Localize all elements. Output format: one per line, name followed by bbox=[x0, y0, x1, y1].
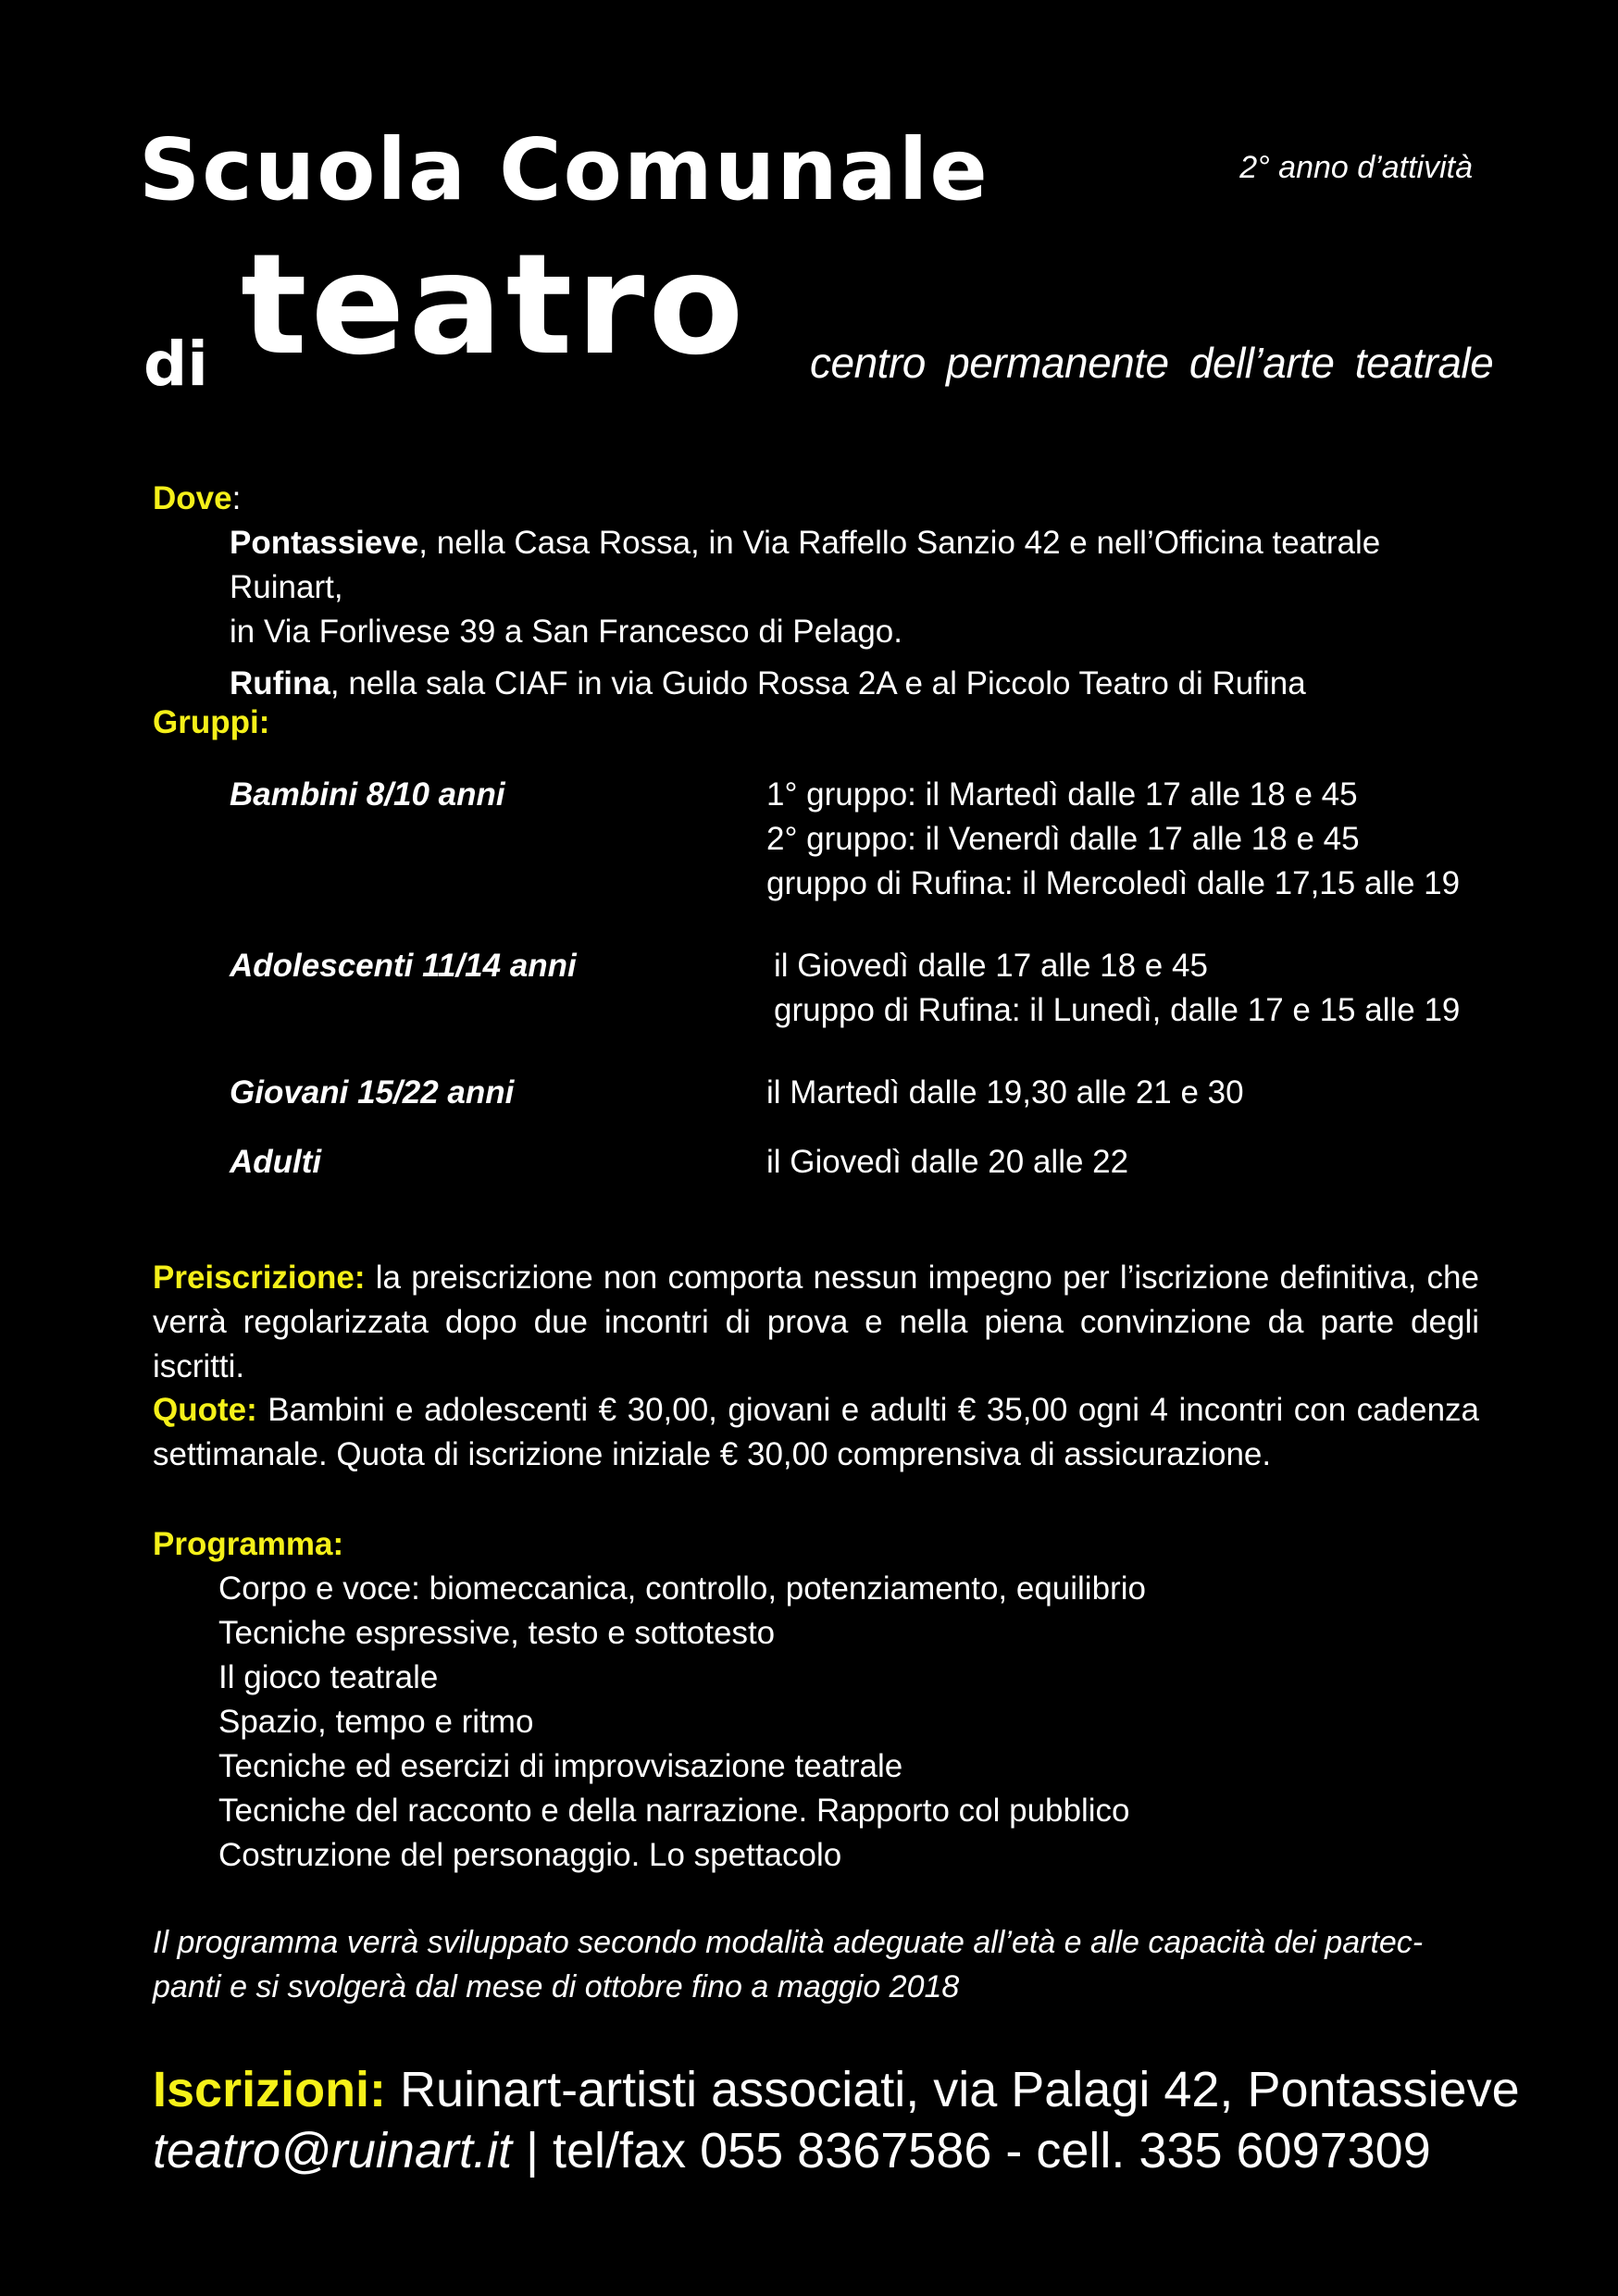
note-line: panti e si svolgerà dal mese di ottobre fino a maggio 2018 bbox=[153, 1969, 960, 2004]
list-item: Il gioco teatrale bbox=[218, 1659, 439, 1695]
gruppi-label: Gruppi: bbox=[153, 704, 270, 740]
note-line: Il programma verrà sviluppato secondo modalità adeguate all’età e alle capacità dei partec- bbox=[153, 1925, 1424, 1960]
phone-contacts: | tel/fax 055 8367586 - cell. 335 6097309 bbox=[511, 2123, 1431, 2178]
quote-text: Bambini e adolescenti € 30,00, giovani e adulti € 35,00 ogni 4 incontri con cadenza settimanale. Quota di iscrizione iniziale € 30,00 comprensiva di assicurazione. bbox=[153, 1392, 1479, 1472]
list-item: Costruzione del personaggio. Lo spettacolo bbox=[218, 1837, 842, 1873]
school-title: Scuola Comunale bbox=[139, 120, 989, 219]
group-name: Adulti bbox=[230, 1144, 322, 1180]
dove-heading bbox=[153, 477, 241, 521]
iscrizioni-address: Ruinart-artisti associati, via Palagi 42, Pontassieve bbox=[386, 2062, 1520, 2117]
list-item: Corpo e voce: biomeccanica, controllo, potenziamento, equilibrio bbox=[218, 1570, 1146, 1607]
group-schedule bbox=[766, 1140, 1128, 1185]
location-rufina-name: Rufina bbox=[230, 665, 330, 701]
list-item: Tecniche espressive, testo e sottotesto bbox=[218, 1615, 776, 1651]
schedule-line: il Martedì dalle 19,30 alle 21 e 30 bbox=[766, 1074, 1244, 1111]
list-item: Tecniche del racconto e della narrazione. Rapporto col pubblico bbox=[218, 1793, 1130, 1829]
year-of-activity: 2° anno d’attività bbox=[1239, 150, 1473, 185]
group-schedule bbox=[774, 944, 1460, 1033]
title-teatro: teatro bbox=[241, 225, 748, 386]
group-schedule bbox=[766, 773, 1460, 906]
location-pontassieve: Pontassieve, nella Casa Rossa, in Via Raffello Sanzio 42 e nell’Officina teatrale Ruinart, bbox=[230, 525, 1381, 605]
programma-list bbox=[218, 1567, 1146, 1878]
dove-label: Dove bbox=[153, 480, 232, 516]
schedule-line: gruppo di Rufina: il Lunedì, dalle 17 e 15 alle 19 bbox=[774, 992, 1461, 1028]
preiscrizione-label: Preiscrizione: bbox=[153, 1260, 366, 1296]
schedule-line: 1° gruppo: il Martedì dalle 17 alle 18 e 45 bbox=[766, 776, 1358, 813]
schedule-line: gruppo di Rufina: il Mercoledì dalle 17,15 alle 19 bbox=[766, 865, 1461, 901]
iscrizioni-label: Iscrizioni: bbox=[153, 2062, 387, 2117]
schedule-line: 2° gruppo: il Venerdì dalle 17 alle 18 e 45 bbox=[766, 821, 1360, 857]
list-item: Tecniche ed esercizi di improvvisazione teatrale bbox=[218, 1748, 903, 1784]
list-item: Spazio, tempo e ritmo bbox=[218, 1704, 534, 1740]
location-pontassieve-name: Pontassieve bbox=[230, 525, 419, 561]
email-link[interactable]: teatro@ruinart.it bbox=[153, 2123, 512, 2178]
program-note bbox=[153, 1920, 1467, 2009]
group-name: Adolescenti 11/14 anni bbox=[230, 948, 577, 984]
schedule-line: il Giovedì dalle 20 alle 22 bbox=[766, 1144, 1129, 1180]
schedule-line: il Giovedì dalle 17 alle 18 e 45 bbox=[774, 948, 1208, 984]
group-name: Bambini 8/10 anni bbox=[230, 776, 505, 813]
dove-colon: : bbox=[231, 480, 242, 516]
tagline: centro permanente dell’arte teatrale bbox=[810, 339, 1494, 387]
group-schedule bbox=[766, 1071, 1244, 1115]
programma-label: Programma: bbox=[153, 1526, 344, 1562]
quote-label: Quote: bbox=[153, 1392, 257, 1428]
location-pontassieve-cont: in Via Forlivese 39 a San Francesco di Pelago. bbox=[230, 614, 902, 650]
title-di: di bbox=[143, 329, 208, 400]
iscrizioni-section bbox=[153, 2059, 1520, 2181]
preiscrizione-section bbox=[153, 1256, 1479, 1389]
preiscrizione-text: la preiscrizione non comporta nessun impegno per l’iscrizione definitiva, che verrà regolarizzata dopo due incontri di prova e nella piena convinzione da parte degli iscritti. bbox=[153, 1260, 1479, 1384]
location-rufina: Rufina, nella sala CIAF in via Guido Rossa 2A e al Piccolo Teatro di Rufina bbox=[230, 665, 1306, 701]
group-name: Giovani 15/22 anni bbox=[230, 1074, 515, 1111]
quote-section bbox=[153, 1388, 1479, 1477]
dove-locations bbox=[230, 521, 1488, 706]
